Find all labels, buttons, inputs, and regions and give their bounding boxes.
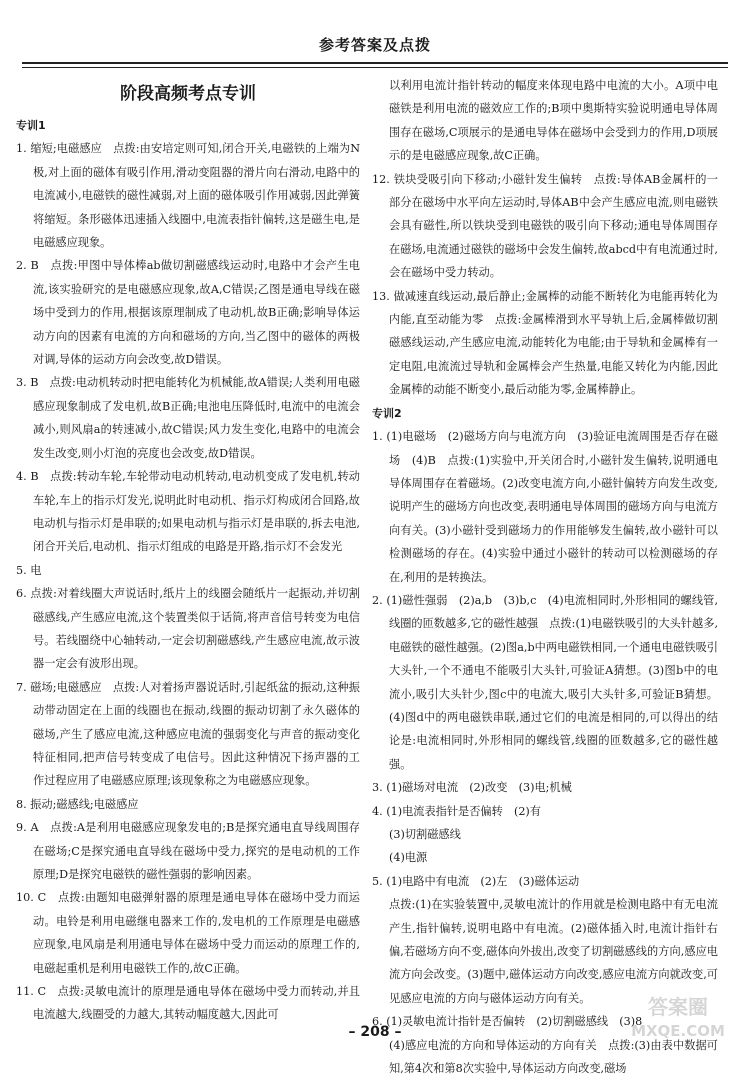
answer-subitem: (4)电源 (389, 851, 428, 865)
section-title: 阶段高频考点专训 (120, 84, 256, 104)
answer-item: 11. C 点拨:灵敏电流计的原理是通电导体在磁场中受力而转动,并且电流越大,线圈受的力越大,其转动幅度越大,因此可 (16, 985, 360, 1022)
answer-item: 5. (1)电路中有电流 (2)左 (3)磁体运动 (372, 874, 580, 888)
left-column (16, 74, 360, 1027)
header-title: 参考答案及点拨 (318, 36, 431, 54)
answer-item: 8. 振动;磁感线;电磁感应 (16, 797, 139, 811)
header-rule (22, 67, 728, 68)
watermark-line1: 答案圈 (648, 995, 708, 1019)
answer-explanation: 点拨:(1)在实验装置中,灵敏电流计的作用就是检测电路中有无电流产生,指针偏转,说明电路中有电流。(2)磁体插入时,电流计指针右偏,若磁场方向不变,磁体向外拔出,改变了切割磁感线的方向,感应电流方向会改变。(3)题中,磁体运动方向改变,感应电流方向就改变,可见感应电流的方向与磁体运动方向有关。 (389, 898, 718, 1005)
answer-item: 10. C 点拨:由题知电磁弹射器的原理是通电导体在磁场中受力而运动。电铃是利用电磁继电器来工作的,发电机的工作原理是电磁感应现象,电风扇是利用通电导体在磁场中受力而运动的原理工作的,电磁起重机是利用电磁铁工作的,故C正确。 (16, 891, 360, 975)
subhead-training-1: 专训1 (16, 119, 46, 132)
answer-item: 12. 铁块受吸引向下移动;小磁针发生偏转 点拨:导体AB金属杆的一部分在磁场中水平向左运动时,导体AB中会产生感应电流,则电磁铁会具有磁性,所以铁块受到电磁铁的吸引向下移动;通电导体周围存在磁场,电流通过磁铁的磁场中会发生偏转,故abcd中有电流通过时,会在磁场中受力转动。 (372, 172, 718, 280)
answer-item: 13. 做减速直线运动,最后静止;金属棒的动能不断转化为电能再转化为内能,直至动能为零 点拨:金属棒滑到水平导轨上后,金属棒做切割磁感线运动,产生感应电流,动能转化为电能;由于导轨和金属棒有一定电阻,电流流过导轨和金属棒会产生热量,电能又转化为内能,因此金属棒的动能不断变小,最后动能为零,金属棒静止。 (372, 289, 718, 397)
answer-subitem: (3)切割磁感线 (389, 828, 461, 841)
watermark-line2: MXQE.COM (631, 1022, 725, 1040)
answer-item: 9. A 点拨:A是利用电磁感应现象发电的;B是探究通电直导线周围存在磁场;C是探究通电直导线在磁场中受力,探究的是电动机的工作原理;D是探究电磁铁的磁性强弱的影响因素。 (16, 821, 360, 881)
answer-item-continued: 以利用电流计指针转动的幅度来体现电路中电流的大小。A项中电磁铁是利用电流的磁效应工作的;B项中奥斯特实验说明通电导体周围存在磁场,C项展示的是通电导体在磁场中会受到力的作用,D项展示的是电磁感应现象,故C正确。 (389, 79, 718, 163)
page-header (22, 28, 728, 64)
answer-item: 6. 点拨:对着线圈大声说话时,纸片上的线圈会随纸片一起振动,并切割磁感线,产生感应电流,这个装置类似于话筒,将声音信号转变为电信号。若线圈绕中心轴转动,一定会切割磁感线,产生感应电流,故示波器一定会有波形出现。 (16, 587, 360, 671)
answer-subitem: (4)感应电流的方向和导体运动的方向有关 点拨:(3)由表中数据可知,第4次和第8次实验中,导体运动方向改变,磁场 (389, 1038, 718, 1076)
answer-item: 4. B 点拨:转动车轮,车轮带动电动机转动,电动机变成了发电机,转动车轮,车上的指示灯发光,说明此时电动机、指示灯构成闭合回路,故电动机与指示灯是串联的;如果电动机与指示灯是串联的,拆去电池,闭合开关后,电动机、指示灯组成的电路是开路,指示灯不会发光 (16, 470, 360, 554)
answer-item: 4. (1)电流表指针是否偏转 (2)有 (372, 804, 541, 818)
subhead-training-2: 专训2 (372, 406, 402, 420)
answer-item: 6. (1)灵敏电流计指针是否偏转 (2)切割磁感线 (3)8 (372, 1015, 643, 1029)
right-column (372, 74, 718, 1080)
answer-item: 7. 磁场;电磁感应 点拨:人对着扬声器说话时,引起纸盆的振动,这种振动带动固定在上面的线圈也在振动,线圈的振动切割了永久磁体的磁场,产生了感应电流,这种感应电流的强弱变化与声音的振动变化特征相同,把声信号转变成了电信号。因此这种情况下扬声器的工作过程应用了电磁感应原理;该现象称之为电磁感应现象。 (16, 680, 360, 788)
watermark-logo (614, 992, 742, 1042)
answer-item: 3. B 点拨:电动机转动时把电能转化为机械能,故A错误;人类利用电磁感应现象制成了发电机,故B正确;电池电压降低时,电流中的电流会减小,则风扇a的转速减小,故C错误;风力发生变化,电路中的电流会发生改变,则小灯泡的亮度也会改变,故D错误。 (16, 376, 360, 460)
answer-item: 3. (1)磁场对电流 (2)改变 (3)电;机械 (372, 781, 572, 795)
answer-item: 2. B 点拨:甲图中导体棒ab做切割磁感线运动时,电路中才会产生电流,该实验研究的是电磁感应现象,故A,C错误;乙图是通电导线在磁场中受到力的作用,根据该原理制成了电动机,故B正确;影响导体运动方向的因素有电流的方向和磁场的方向,当乙图中的磁体的两极对调,导体的运动方向会改变,故D错误。 (16, 259, 360, 367)
answer-item: 5. 电 (16, 563, 42, 577)
page-number: – 208 – (348, 1024, 402, 1040)
answer-item: 1. (1)电磁场 (2)磁场方向与电流方向 (3)验证电流周围是否存在磁场 (4)B 点拨:(1)实验中,开关闭合时,小磁针发生偏转,说明通电导体周围存在着磁场。(2)改变电流方向,小磁针偏转方向发生改变,说明产生的磁场方向也改变,表明通电导体周围的磁场方向与电流方向有关。(3)小磁针受到磁场力的作用能够发生偏转,故小磁针可以检测磁场的存在。(4)实验中通过小磁针的转动可以检测磁场的存在,利用的是转换法。 (372, 430, 718, 584)
answer-item: 2. (1)磁性强弱 (2)a,b (3)b,c (4)电流相同时,外形相同的螺线管,线圈的匝数越多,它的磁性越强 点拨:(1)电磁铁吸引的大头针越多,电磁铁的磁性越强。(2)图a,b中两电磁铁相同,一个通电电磁铁吸引大头针,一个不通电不能吸引大头针,可验证A猜想。(3)图b中的电流小,吸引大头针少,图c中的电流大,吸引大头针多,可验证B猜想。(4)图d中的两电磁铁串联,通过它们的电流是相同的,可以得出的结论是:电流相同时,外形相同的螺线管,线圈的匝数越多,它的磁性越强。 (372, 593, 718, 771)
answer-item: 1. 缩短;电磁感应 点拨:由安培定则可知,闭合开关,电磁铁的上端为N极,对上面的磁体有吸引作用,滑动变阻器的滑片向右滑动,电路中的电流减小,电磁铁的磁性减弱,对上面的磁体吸引作用减弱,因此弹簧将缩短。条形磁体迅速插入线圈中,电流表指针偏转,这是磁生电,是电磁感应现象。 (16, 142, 360, 250)
